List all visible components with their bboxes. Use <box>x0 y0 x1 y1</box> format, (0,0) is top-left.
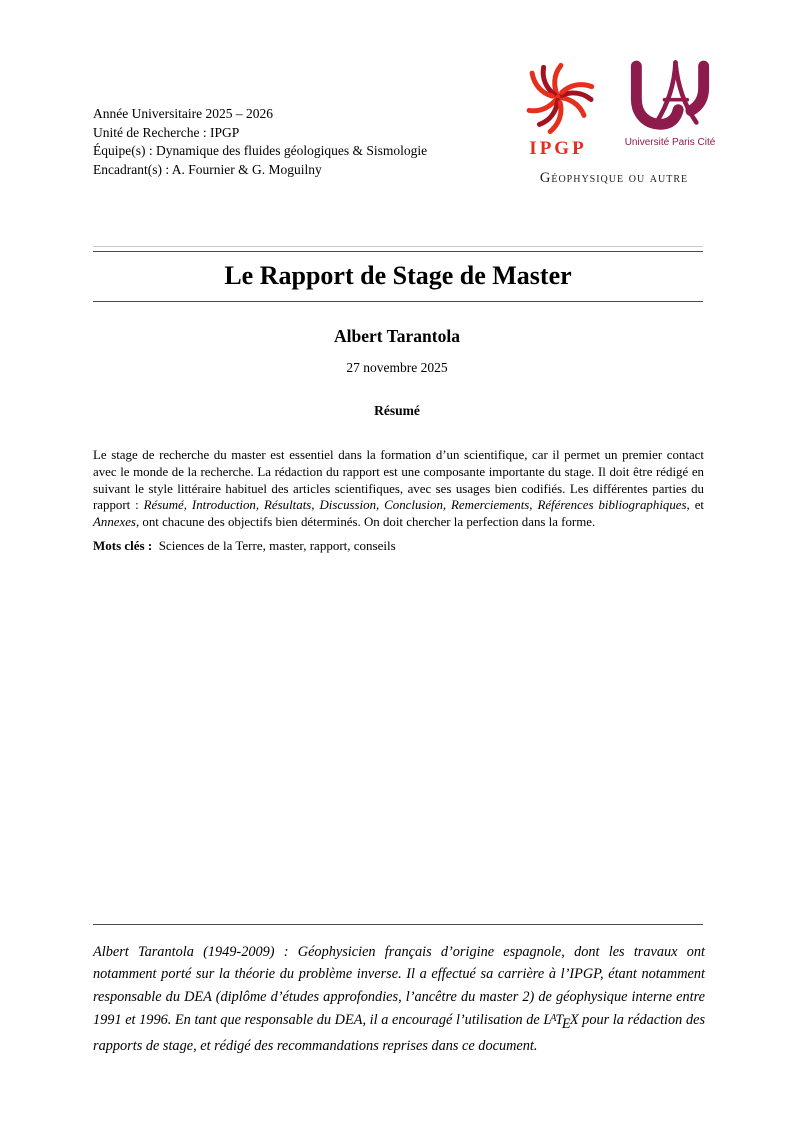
ipgp-logo-icon <box>510 58 606 140</box>
header-line-academic-year: Année Universitaire 2025 – 2026 <box>93 106 273 121</box>
publication-date: 27 novembre 2025 <box>346 360 448 375</box>
upc-wordmark: Université Paris Cité <box>624 137 716 148</box>
logo-caption: Géophysique ou autre <box>539 170 689 186</box>
page-title: Le Rapport de Stage de Master <box>224 261 572 290</box>
header-info <box>93 105 427 179</box>
ipgp-wordmark: IPGP <box>529 138 587 159</box>
header-line-research-unit: Unité de Recherche : IPGP <box>93 124 240 140</box>
ipgp-logo <box>510 58 606 160</box>
header-line-supervisors: Encadrant(s) : A. Fournier & G. Moguilny <box>93 161 322 177</box>
keywords-line: Mots clés : Sciences de la Terre, master, rapport, conseils <box>93 538 396 553</box>
title-rule-faint <box>93 246 703 247</box>
title-block <box>93 246 703 302</box>
title-rule-bottom <box>93 301 703 302</box>
upc-logo-icon <box>620 58 720 136</box>
footnote-rule <box>93 924 703 925</box>
author-name: Albert Tarantola <box>334 326 460 346</box>
title-rule-top <box>93 251 703 252</box>
upc-logo <box>620 58 720 148</box>
logo-block <box>510 58 718 187</box>
header-line-teams: Équipe(s) : Dynamique des fluides géologiques & Sismologie <box>93 143 428 158</box>
logo-row <box>510 58 718 160</box>
abstract-heading: Résumé <box>374 403 420 418</box>
footnote-text: Albert Tarantola (1949-2009) : Géophysicien français d’origine espagnole, dont les travaux ont notamment porté sur la théorie du problème inverse. Il a effectué sa carrière à l’IPGP, étant notamment responsable du DEA (diplôme d’études approfondies, l’ancêtre du master 2) de géophysique interne entre 1991 et 1996. En tant que responsable du DEA, il a encouragé l’utilisation de $L^ATEX$ pour la rédaction des rapports de stage, et rédigé des recommandations reprises dans ce document. <box>93 944 706 1055</box>
abstract-text: Le stage de recherche du master est essentiel dans la formation d’un scientifique, car il permet un premier contact avec le monde de la recherche. La rédaction du rapport est une composante importante du stage. Il doit être rédigé en suivant le style littéraire habituel des articles scientifiques, avec ses usages bien codifiés. Les différentes parties du rapport : Résumé, Introduction, Résultats, Discussion, Conclusion, Remerciements, Références bibliographiques, et Annexes, ont chacune des objectifs bien déterminés. On doit chercher la perfection dans la forme. <box>93 448 704 530</box>
